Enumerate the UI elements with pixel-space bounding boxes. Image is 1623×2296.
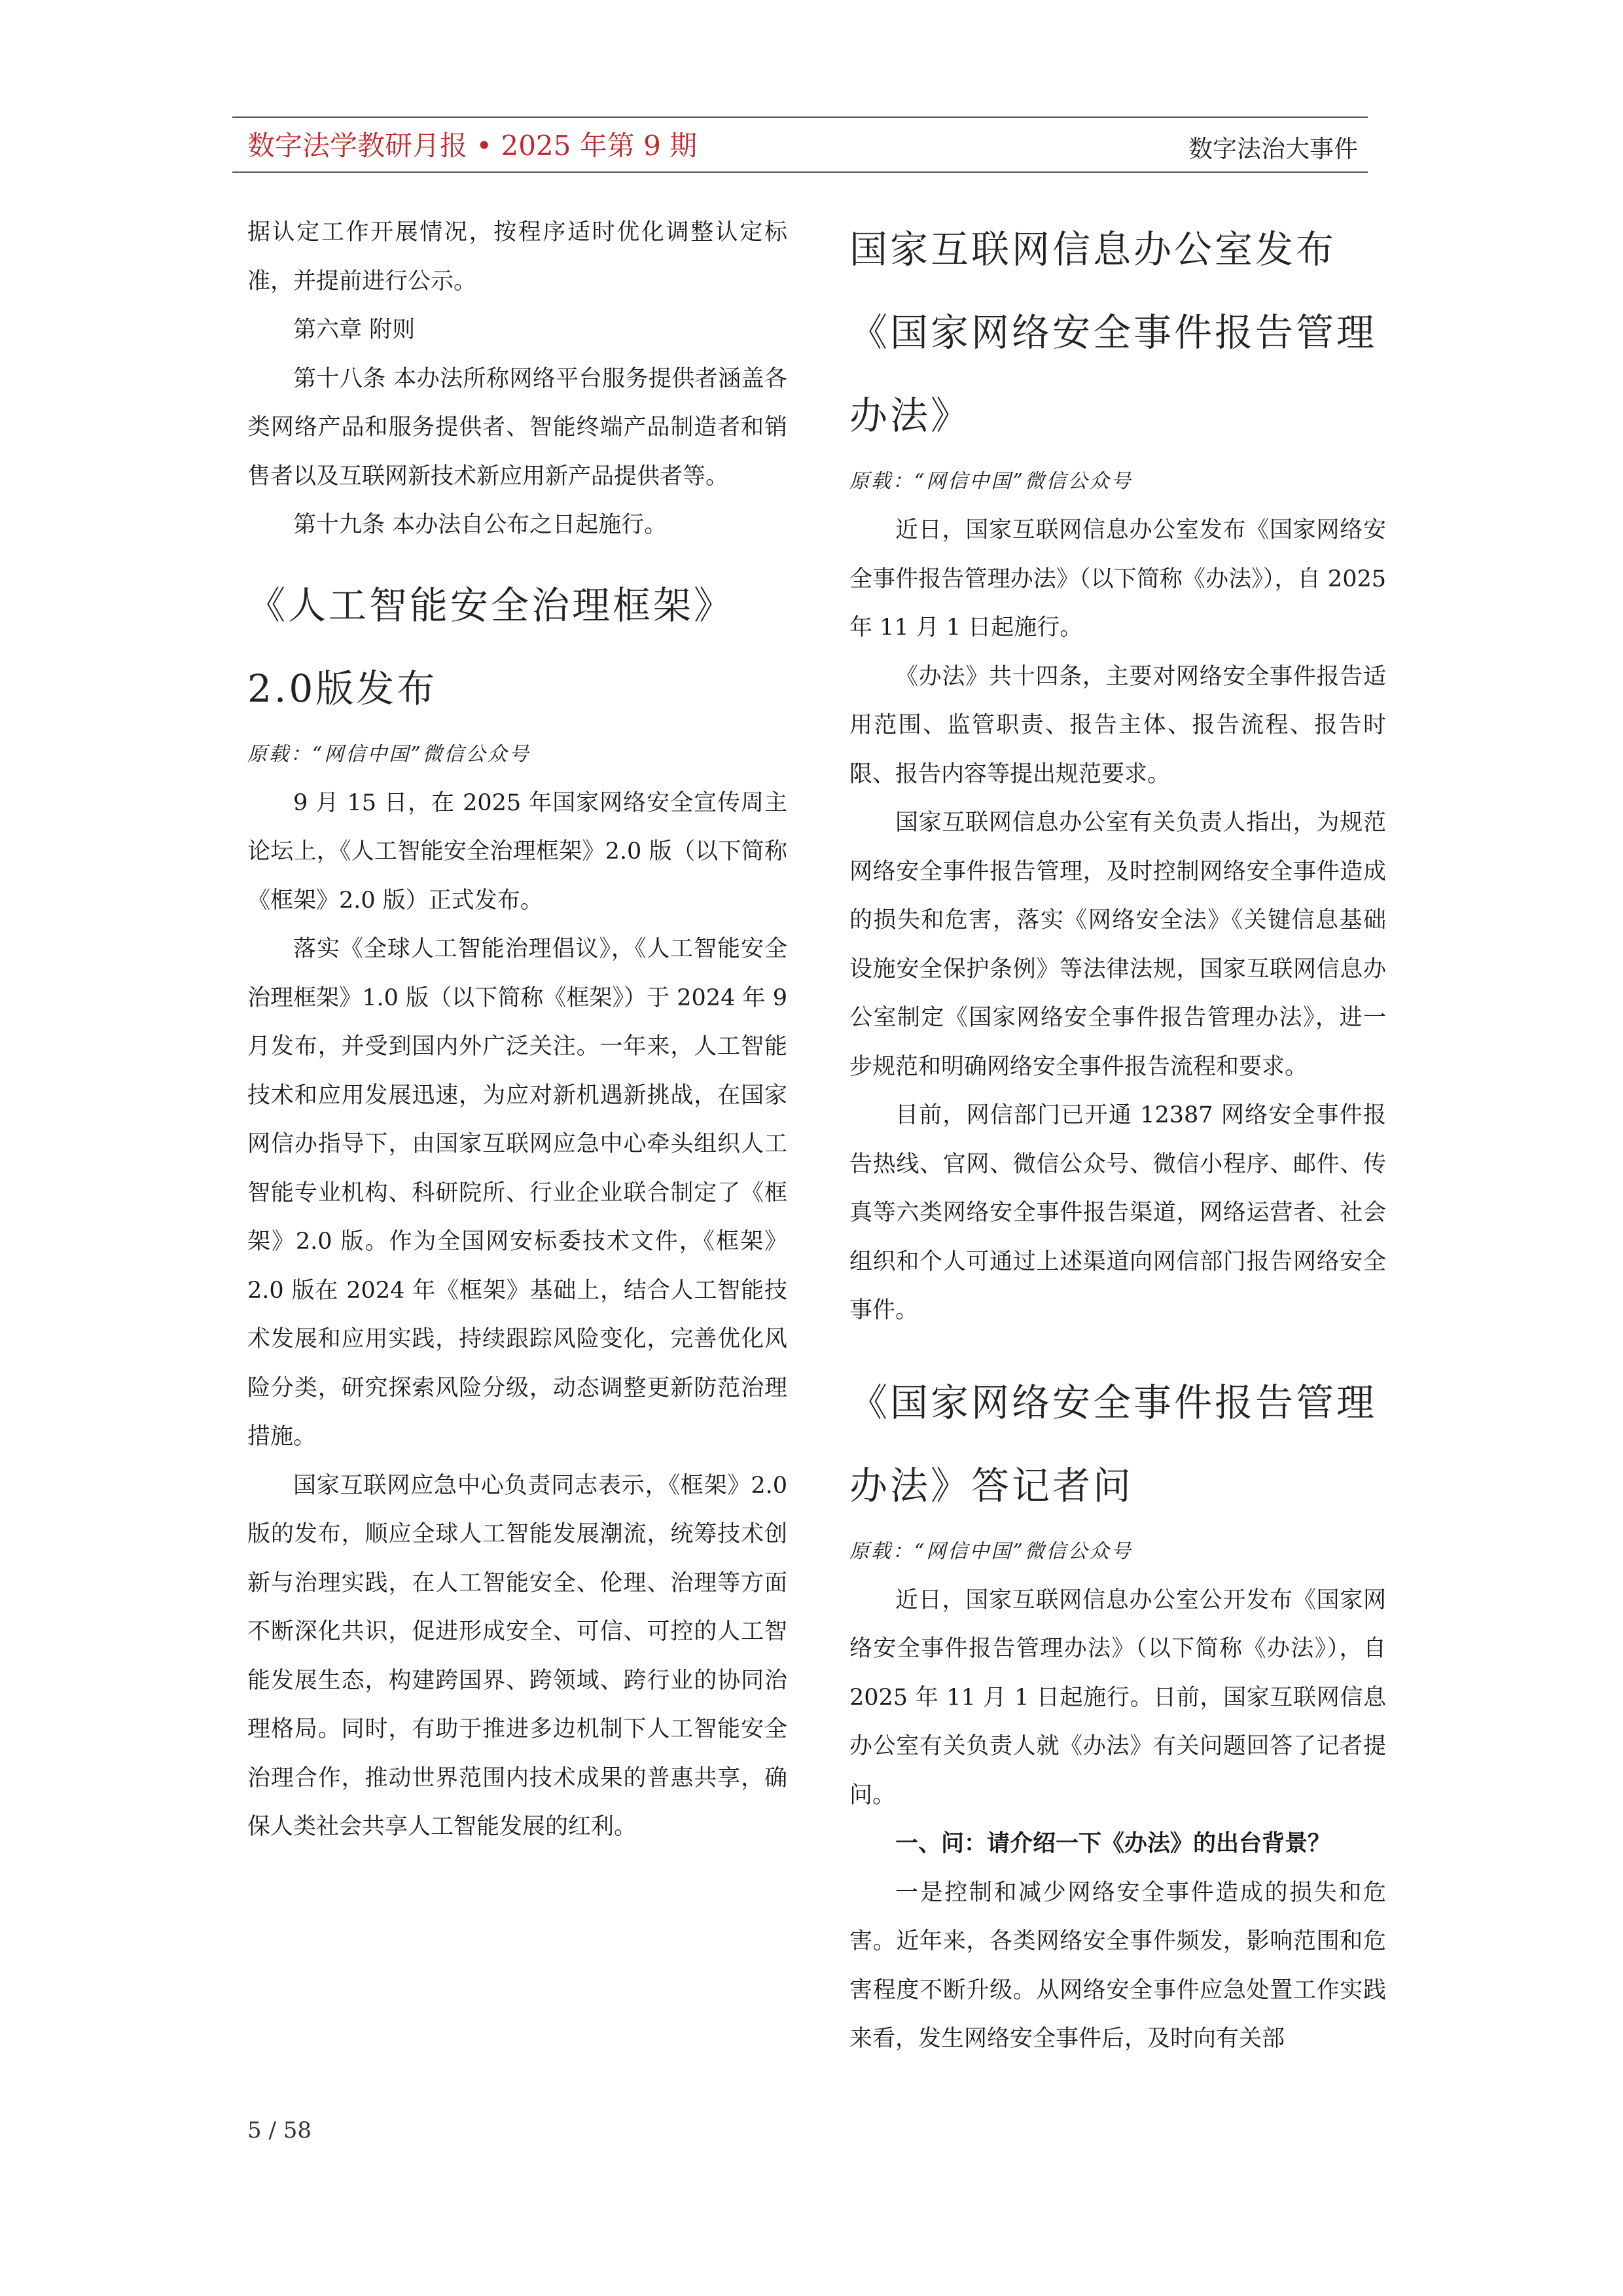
paragraph: 9 月 15 日，在 2025 年国家网络安全宣传周主论坛上，《人工智能安全治理框架》2.0 版（以下简称《框架》2.0 版）正式发布。 — [247, 789, 787, 914]
paragraph: 《办法》共十四条，主要对网络安全事件报告适用范围、监管职责、报告主体、报告流程、报告时限、报告内容等提出规范要求。 — [849, 663, 1386, 787]
paragraph: 近日，国家互联网信息办公室公开发布《国家网络安全事件报告管理办法》（以下简称《办法》），自 2025 年 11 月 1 日起施行。日前，国家互联网信息办公室有关负责人就《办法》有关问题回答了记者提问。 — [849, 1587, 1386, 1808]
section-title: 数字法治大事件 — [1188, 135, 1358, 163]
right-column — [849, 208, 1386, 2064]
header-bottom-rule — [232, 171, 1368, 173]
paragraph: 第十九条 本办法自公布之日起施行。 — [293, 512, 668, 538]
paragraph: 国家互联网应急中心负责同志表示，《框架》2.0 版的发布，顺应全球人工智能发展潮流，统筹技术创新与治理实践，在人工智能安全、伦理、治理等方面不断深化共识，促进形成安全、可信、可控的人工智能发展生态，构建跨国界、跨领域、跨行业的协同治理格局。同时，有助于推进多边机制下人工智能安全治理合作，推动世界范围内技术成果的普惠共享，确保人类社会共享人工智能发展的红利。 — [247, 1472, 787, 1840]
paragraph: 据认定工作开展情况，按程序适时优化调整认定标准，并提前进行公示。 — [247, 219, 787, 295]
page-number: 5 / 58 — [247, 2117, 312, 2144]
paragraph: 一是控制和减少网络安全事件造成的损失和危害。近年来，各类网络安全事件频发，影响范围和危害程度不断升级。从网络安全事件应急处置工作实践来看，发生网络安全事件后，及时向有关部 — [849, 1879, 1386, 2052]
paragraph: 国家互联网信息办公室有关负责人指出，为规范网络安全事件报告管理，及时控制网络安全事件造成的损失和危害，落实《网络安全法》《关键信息基础设施安全保护条例》等法律法规，国家互联网信息办公室制定《国家网络安全事件报告管理办法》，进一步规范和明确网络安全事件报告流程和要求。 — [849, 810, 1386, 1080]
article-source: 原载：“网信中国”微信公众号 — [849, 470, 1133, 493]
chapter-heading: 第六章 附则 — [293, 317, 416, 343]
question-heading: 一、问：请介绍一下《办法》的出台背景？ — [895, 1830, 1331, 1857]
paragraph: 落实《全球人工智能治理倡议》，《人工智能安全治理框架》1.0 版（以下简称《框架》）于 2024 年 9 月发布，并受到国内外广泛关注。一年来，人工智能技术和应用发展迅速，为应对新机遇新挑战，在国家网信办指导下，由国家互联网应急中心牵头组织人工智能专业机构、科研院所、行业企业联合制定了《框架》2.0 版。作为全国网安标委技术文件，《框架》2.0 版在 2024 年《框架》基础上，结合人工智能技术发展和应用实践，持续跟踪风险变化，完善优化风险分类，研究探索风险分级，动态调整更新防范治理措施。 — [247, 936, 787, 1450]
header-top-rule — [232, 117, 1368, 118]
article-title: 《人工智能安全治理框架》2.0版发布 — [247, 583, 735, 711]
article-title: 国家互联网信息办公室发布《国家网络安全事件报告管理办法》 — [849, 227, 1378, 438]
left-column — [247, 208, 787, 1852]
journal-title: 数字法学教研月报 • 2025 年第 9 期 — [247, 130, 698, 162]
paragraph: 目前，网信部门已开通 12387 网络安全事件报告热线、官网、微信公众号、微信小程序、邮件、传真等六类网络安全事件报告渠道，网络运营者、社会组织和个人可通过上述渠道向网信部门报告网络安全事件。 — [849, 1102, 1386, 1323]
article-source: 原载：“网信中国”微信公众号 — [247, 742, 531, 766]
paragraph: 近日，国家互联网信息办公室发布《国家网络安全事件报告管理办法》（以下简称《办法》），自 2025 年 11 月 1 日起施行。 — [849, 517, 1386, 641]
article-title: 《国家网络安全事件报告管理办法》答记者问 — [849, 1380, 1378, 1508]
article-source: 原载：“网信中国”微信公众号 — [849, 1539, 1133, 1563]
paragraph: 第十八条 本办法所称网络平台服务提供者涵盖各类网络产品和服务提供者、智能终端产品制造者和销售者以及互联网新技术新应用新产品提供者等。 — [247, 365, 787, 490]
